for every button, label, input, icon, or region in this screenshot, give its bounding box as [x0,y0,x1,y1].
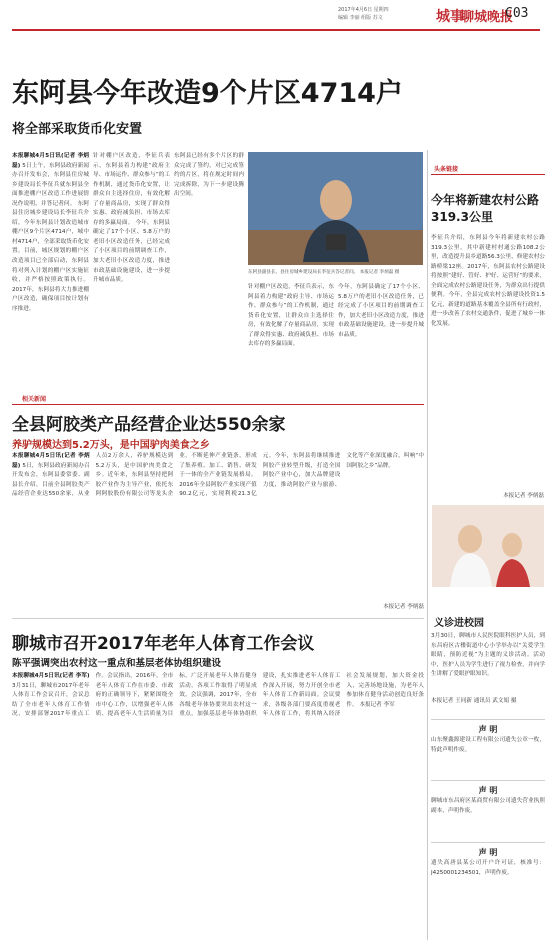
photo1-caption: 东阿县副县长、县住房城乡建设局长李征兵答记者问。 本报记者 李炳磊 摄 [248,270,400,275]
ejiao-byline-end: 本报记者 李炳磊 [383,604,424,610]
rural-roads-byline: 本报记者 李炳磊 [503,493,544,499]
notice-1-body: 山东聚鑫源建设工程有限公司遗失公章一枚，特此声明作废。 [431,737,545,753]
ejiao-body [12,452,424,614]
article3-divider [12,618,424,619]
right-column-tag: 头条链接 [434,166,459,173]
notice-2-title: 声 明 [478,786,498,795]
article1-body-2-cont: 针对棚户区改造，李征兵表示，东阿县着力构建“政府主导、市场运作、群众参与”的工作机制，通过货币化安置，让群众自主选择住房，有效化解了存量商品房，实现了群众得实惠、政府减负担、市场去库存的多赢局面。 [248,284,334,348]
headline-east-county[interactable]: 东阿县今年改造9个片区4714户 [12,78,403,109]
masthead-editor-line: 编辑 李丽 组版 苏文 [338,15,383,21]
right-column-tag-rule [431,174,545,175]
elderly-sports-text: 3月31日，聊城市2017年老年人体育工作会议召开，会议总结了全市老年人体育工作情况，安排部署2017年重点工作。会议指出，2016年，全市老年人体育工作在市委、市政府的正确领导下，紧紧围绕全市中心工作，以增强老年人体质、提高老年人生活质量为目标，广泛开展老年人体育健身活动，各项工作取得了明显成效。会议强调，2017年，全市各级老年体协要突出农村这一重点，加强基层老年体协组织建设，扎实推进老年人体育工作深入开展，努力开创全市老年人体育工作新局面。会议要求，各级各部门要高度重视老年人体育工作，将其纳入经济社会发展规划，加大资金投入，完善场地设施，为老年人参加体育健身活动创造良好条件。 [12,673,424,718]
notice-1-title: 声 明 [478,725,498,734]
elderly-sports-headline[interactable]: 聊城市召开2017年老年人体育工作会议 [12,634,315,654]
school-clinic-byline: 本报记者 王同新 通讯员 武文娟 摄 [431,698,517,704]
subheadline-east-county: 将全部采取货币化安置 [12,122,143,137]
ejiao-subheadline: 养驴规模达到5.2万头，是中国驴肉美食之乡 [12,440,210,451]
article2-tag-rule [12,404,424,405]
school-clinic-headline[interactable]: 义诊进校园 [434,618,484,629]
page-number: C03 [505,6,529,21]
article1-body-1: 东阿县住房城乡建设局长李征兵介绍，今年东阿县计划改造城市棚户区9个片区4714户，城中村4714户，全部采取货币化安置。目前，城区规划的棚户区改造项目已全部启动，东阿县将对列入计划的棚户区实施征收，并严格按照政策执行。2017年，东阿县将大力推进棚户区改造，确保项目按计划有序推进。 [12,200,89,312]
ejiao-headline[interactable]: 全县阿胶类产品经营企业达550余家 [12,415,286,435]
rural-roads-text: 李征兵介绍，东阿县今年将新建农村公路319.3公里，其中新建村村通公路108.2公里，改造提升县乡道路56.3公里，修建农村公路桥梁12座。2017年，东阿县农村公路建设将按照“建好、管好、护好、运营好”的要求，全面完成农村公路建设任务，为群众出行提供便利。今年，全县完成农村公路建设投资1.5亿元，新建的道路基本覆盖全县所有行政村，进一步改善了农村交通条件，促进了城乡一体化发展。 [431,235,545,327]
elderly-sports-byline-end: 本报记者 李军 [359,701,395,708]
school-clinic-body [431,632,545,696]
article1-column-5 [338,283,424,393]
column-divider [427,150,428,940]
article1-column-1 [12,152,89,406]
article2-tag: 相关新闻 [22,396,47,403]
notice-divider-1 [431,719,545,720]
ejiao-byline: 本报聊城4月5日讯(记者 李炳磊) [12,453,90,469]
rural-roads-headline[interactable]: 今年将新建农村公路319.3公里 [431,193,540,224]
article1-column-3 [174,152,244,406]
section-name: 城事 [436,9,464,25]
article1-body-4: 东阿县已经有多个片区的群众完成了签约，对已完成签约的片区，将在规定时间内完成拆除，为下一步建设腾出空间。 [174,153,244,198]
article1-column-4 [248,283,334,393]
article1-body-3-cont: 今年，东阿县确定了17个小区、5.8万户的老旧小区改造任务，已经完成了小区项目的前期调查工作，加大老旧小区改造力度，推进市政基础设施建设，进一步提升城市品质。 [338,284,424,338]
school-clinic-photo [432,505,544,587]
article1-byline: 本报聊城4月5日讯(记者 李炳磊) [12,153,89,169]
notice-3-body: 遗失高唐县某公司开户许可证，核准号：J4250001234501，声明作废。 [431,860,545,876]
masthead-date [338,6,389,22]
school-clinic-text: 3月30日，聊城市人民医院眼科医护人员，到东昌府区古楼街道中心小学举办以“关爱学生眼睛，预防近视”为主题的义诊活动。活动中，医护人员为学生进行了视力检查，并向学生讲解了爱眼护眼知识。 [431,633,545,678]
notice-3-title: 声 明 [478,848,498,857]
notice-divider-2 [431,780,545,781]
paper-logo: 聊城晚报 [461,10,514,25]
elderly-sports-byline: 本报聊城4月5日讯(记者 李军) [12,673,90,679]
elderly-sports-subheadline: 陈平强调突出农村这一重点和基层老体协组织建设 [12,658,222,669]
press-conference-photo [248,152,423,265]
article1-column-2 [93,152,170,406]
notice-2-body: 聊城市东昌府区某商贸有限公司遗失营业执照副本，声明作废。 [431,798,545,814]
article1-body-3: 今年，东阿县确定了17个小区、5.8万户的老旧小区改造任务，已经完成了小区项目的前期调查工作，加大老旧小区改造力度，推进市政基础设施建设，进一步提升城市品质。 [93,219,170,284]
rural-roads-body [431,234,545,489]
article1-body-2: 针对棚户区改造，李征兵表示，东阿县着力构建“政府主导、市场运作、群众参与”的工作机制，通过货币化安置，让群众自主选择住房，有效化解了存量商品房，实现了群众得实惠、政府减负担、市场去库存的多赢局面。 [93,153,170,226]
ejiao-text: 5日，东阿县政府新闻办召开发布会，东阿县委常委、副县长介绍，目前全县阿胶类产品经营企业达550余家，从业人员2万余人，养驴规模达到5.2万头，是中国驴肉美食之乡。近年来，东阿县坚持把阿胶产业作为主导产业，依托东阿阿胶股份有限公司等龙头企业，不断延伸产业链条，形成了集养殖、加工、销售、研发于一体的全产业链发展格局。2016年全县阿胶产业实现产值90.2亿元，实现利税21.3亿元。今年，东阿县将继续推进阿胶产业转型升级，打造全国阿胶产业中心，加大品牌建设力度，推动阿胶产业与旅游、文化等产业深度融合，叫响“中国阿胶之乡”品牌。 [12,453,424,498]
masthead-date-line: 2017年4月6日 星期四 [338,7,389,13]
article1-lead: 5日上午，东阿县政府新闻办召开发布会，东阿县住房城乡建设局长李征兵就东阿县全面推进棚户区改造工作进展情况作说明，并答记者问。 [12,162,89,207]
elderly-sports-body [12,672,424,938]
notice-divider-3 [431,842,545,843]
masthead-rule [12,29,540,31]
